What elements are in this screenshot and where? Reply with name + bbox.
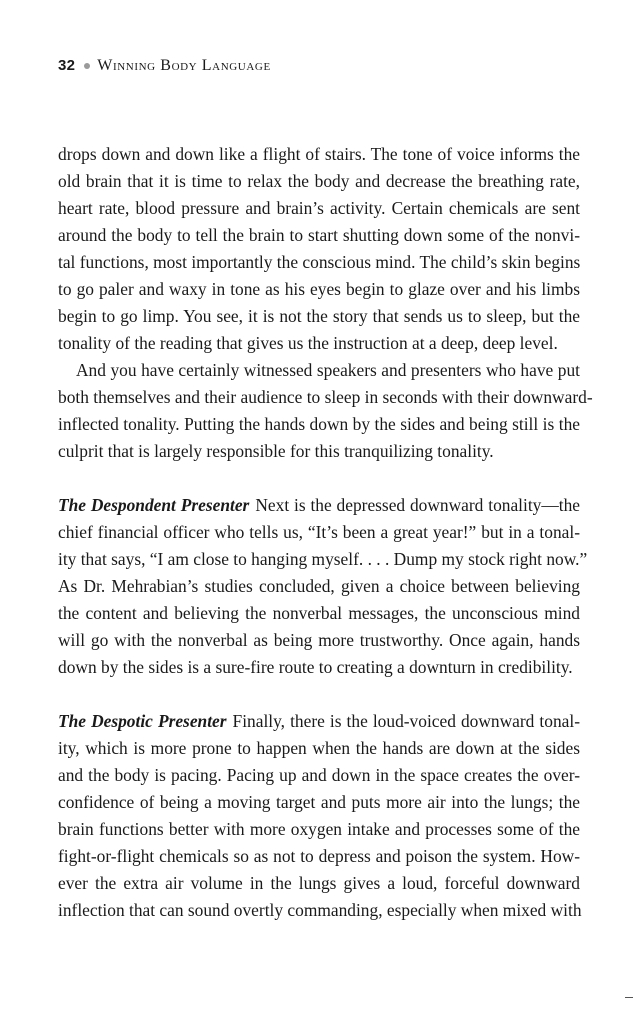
section-despotic-presenter <box>58 708 580 924</box>
text-line: ity, which is more prone to happen when the hands are down at the sides <box>58 738 580 758</box>
section-gap <box>58 465 580 492</box>
section-first-line <box>58 708 580 735</box>
bullet-separator-icon <box>84 63 90 69</box>
running-header <box>58 57 271 75</box>
section-first-line <box>58 492 580 519</box>
text-line: chief financial officer who tells us, “It’s been a great year!” but in a tonal- <box>58 522 580 542</box>
text-line: inflection that can sound overtly commanding, especially when mixed with <box>58 900 582 920</box>
text-line: heart rate, blood pressure and brain’s activity. Certain chemicals are sent <box>58 198 580 218</box>
text-line: ever the extra air volume in the lungs gives a loud, forceful downward <box>58 873 580 893</box>
text-run: Finally, there is the loud-voiced downward tonal- <box>232 711 580 731</box>
section-heading: The Despondent Presenter <box>58 495 250 515</box>
text-line: And you have certainly witnessed speakers and presenters who have put <box>76 360 580 380</box>
text-line: As Dr. Mehrabian’s studies concluded, given a choice between believing <box>58 576 580 596</box>
text-line: both themselves and their audience to sleep in seconds with their downward- <box>58 387 593 407</box>
section-despondent-presenter <box>58 492 588 681</box>
text-line: inflected tonality. Putting the hands down by the sides and being still is the <box>58 414 580 434</box>
text-line: brain functions better with more oxygen intake and processes some of the <box>58 819 580 839</box>
text-line: tonality of the reading that gives us the instruction at a deep, deep level. <box>58 333 558 353</box>
text-line: old brain that it is time to relax the body and decrease the breathing rate, <box>58 171 580 191</box>
text-line: tal functions, most importantly the conscious mind. The child’s skin begins <box>58 252 581 272</box>
text-line: begin to go limp. You see, it is not the story that sends us to sleep, but the <box>58 306 580 326</box>
section-heading: The Despotic Presenter <box>58 711 227 731</box>
text-line: around the body to tell the brain to start shutting down some of the nonvi- <box>58 225 580 245</box>
text-line: and the body is pacing. Pacing up and down in the space creates the over- <box>58 765 580 785</box>
text-run: Next is the depressed downward tonality—the <box>255 495 581 515</box>
text-line: culprit that is largely responsible for this tranquilizing tonality. <box>58 441 494 461</box>
text-line: the content and believing the nonverbal messages, the unconscious mind <box>58 603 580 623</box>
page-edge-mark <box>625 997 633 998</box>
text-line: to go paler and waxy in tone as his eyes begin to glaze over and his limbs <box>58 279 580 299</box>
text-line: fight-or-flight chemicals so as not to depress and poison the system. How- <box>58 846 580 866</box>
paragraph-2 <box>58 357 593 465</box>
page-number: 32 <box>58 57 76 74</box>
text-line: confidence of being a moving target and puts more air into the lungs; the <box>58 792 580 812</box>
text-line: down by the sides is a sure-fire route to creating a downturn in credibility. <box>58 657 573 677</box>
section-gap <box>58 681 580 708</box>
paragraph-1 <box>58 141 580 357</box>
text-line: ity that says, “I am close to hanging myself. . . . Dump my stock right now.” <box>58 549 588 569</box>
running-title: Winning Body Language <box>97 57 271 74</box>
text-line: drops down and down like a flight of stairs. The tone of voice informs the <box>58 144 580 164</box>
text-line: will go with the nonverbal as being more trustworthy. Once again, hands <box>58 630 580 650</box>
body-text <box>58 141 593 924</box>
